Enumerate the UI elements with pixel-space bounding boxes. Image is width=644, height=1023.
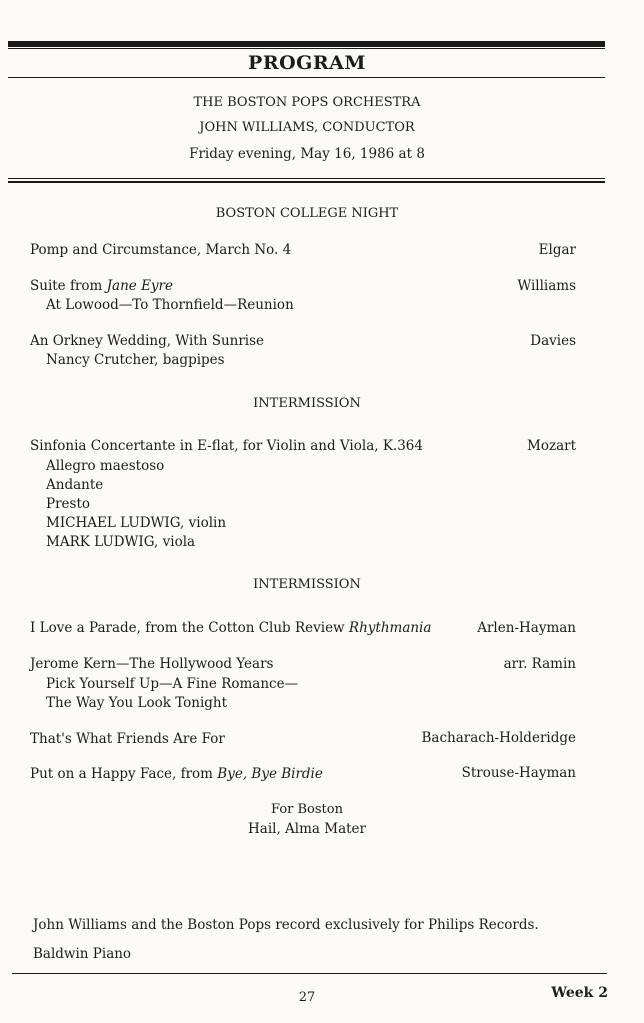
piece-performer: MICHAEL LUDWIG, violin: [46, 515, 227, 531]
piece-movement: Allegro maestoso: [46, 458, 165, 474]
title-underline: [8, 77, 605, 78]
piece-composer: Arlen-Hayman: [477, 620, 576, 636]
conductor-line: JOHN WILLIAMS, CONDUCTOR: [199, 120, 415, 135]
title-text: I Love a Parade, from the Cotton Club Review: [30, 620, 349, 636]
piece-title: [30, 278, 173, 294]
piece-title: [30, 766, 323, 782]
title-italic: Rhythmania: [348, 620, 432, 636]
title-text: Put on a Happy Face, from: [30, 766, 218, 782]
piece-title: An Orkney Wedding, With Sunrise: [30, 333, 265, 349]
piece-subtitle: Pick Yourself Up—A Fine Romance—: [46, 676, 299, 692]
recording-note: John Williams and the Boston Pops record exclusively for Philips Records.: [33, 917, 539, 933]
top-thick-rule: [8, 41, 605, 47]
top-thin-rule: [8, 48, 605, 49]
encore-line: For Boston: [271, 802, 343, 817]
encore-line: Hail, Alma Mater: [248, 821, 366, 837]
piece-movement: Andante: [46, 477, 104, 493]
piece-title: Jerome Kern—The Hollywood Years: [30, 656, 274, 672]
piece-performer: MARK LUDWIG, viola: [46, 534, 196, 550]
piece-subtitle: The Way You Look Tonight: [46, 695, 228, 711]
footer-rule: [12, 973, 607, 974]
performance-date: Friday evening, May 16, 1986 at 8: [189, 146, 425, 162]
piece-performer: Nancy Crutcher, bagpipes: [46, 352, 225, 368]
event-name: BOSTON COLLEGE NIGHT: [215, 206, 399, 221]
header-thick-rule: [8, 181, 605, 183]
header-thin-rule: [8, 178, 605, 179]
piece-composer: Bacharach-Holderidge: [421, 730, 576, 746]
piece-composer: Mozart: [527, 438, 576, 454]
orchestra-name: THE BOSTON POPS ORCHESTRA: [193, 95, 421, 110]
intermission-label: INTERMISSION: [253, 396, 361, 411]
piece-composer: arr. Ramin: [503, 656, 576, 672]
title-italic: Jane Eyre: [106, 278, 174, 294]
piano-credit: Baldwin Piano: [33, 946, 132, 962]
piece-title: Pomp and Circumstance, March No. 4: [30, 242, 292, 258]
piece-composer: Williams: [517, 278, 576, 294]
piece-title: Sinfonia Concertante in E-flat, for Violin and Viola, K.364: [30, 438, 423, 454]
intermission-label: INTERMISSION: [253, 577, 361, 592]
page-number: 27: [298, 990, 316, 1005]
piece-title: That's What Friends Are For: [30, 731, 225, 747]
title-text: Suite from: [30, 278, 107, 294]
week-label: Week 2: [551, 985, 608, 1001]
piece-composer: Elgar: [538, 242, 576, 258]
piece-movement: Presto: [46, 496, 91, 512]
piece-subtitle: At Lowood—To Thornfield—Reunion: [46, 297, 294, 313]
piece-composer: Strouse-Hayman: [461, 765, 576, 781]
title-italic: Bye, Bye Birdie: [217, 766, 323, 782]
page-title: PROGRAM: [248, 52, 366, 74]
piece-title: [30, 620, 431, 636]
piece-composer: Davies: [530, 333, 576, 349]
